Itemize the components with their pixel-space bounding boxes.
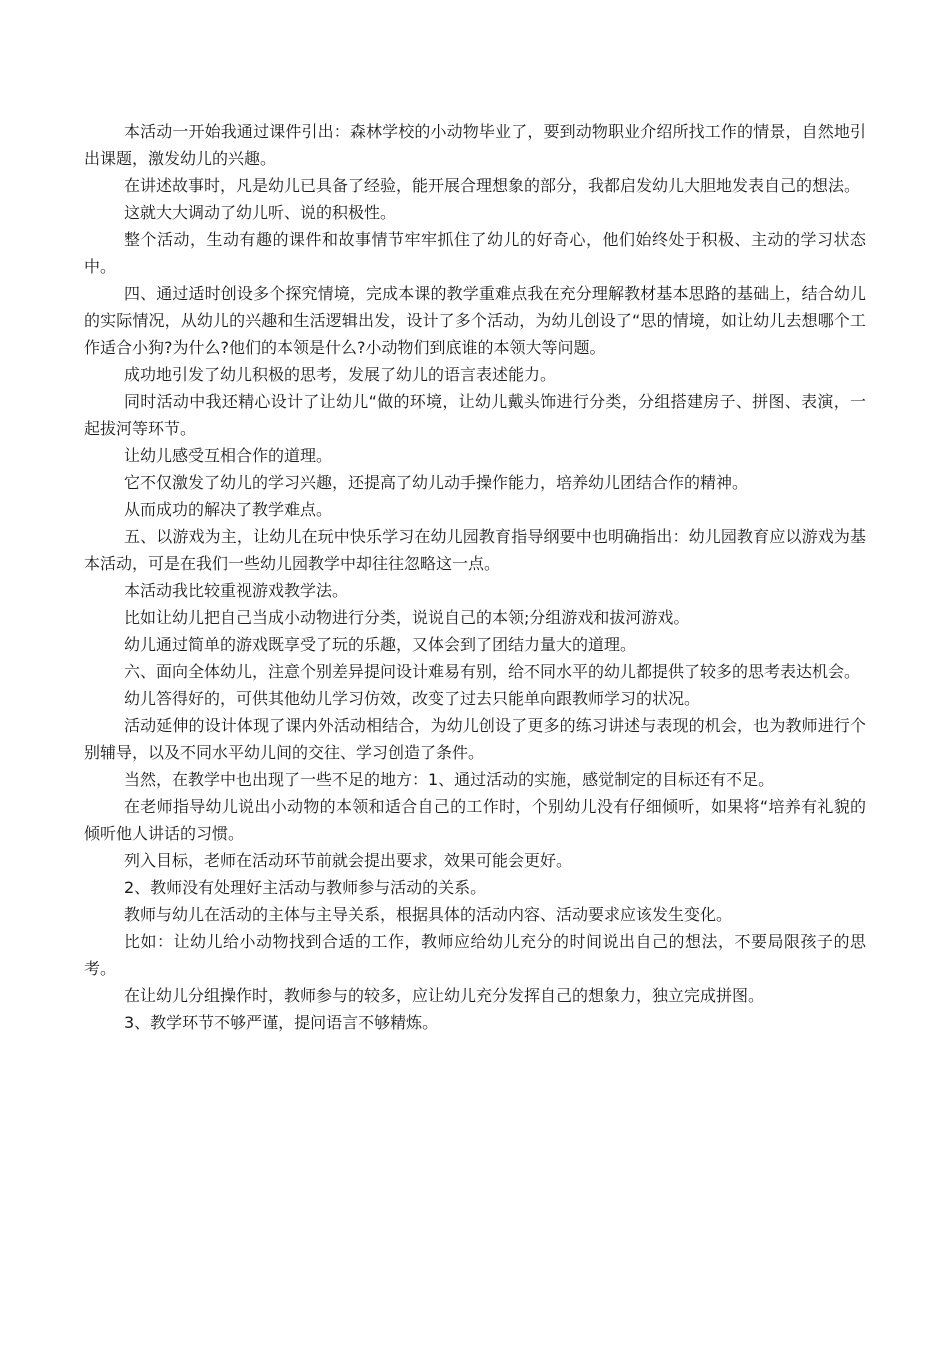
paragraph: 本活动一开始我通过课件引出：森林学校的小动物毕业了，要到动物职业介绍所找工作的情景，自然地引出课题，激发幼儿的兴趣。: [84, 122, 866, 168]
paragraph: 四、通过适时创设多个探究情境，完成本课的教学重难点我在充分理解教材基本思路的基础上，结合幼儿的实际情况，从幼儿的兴趣和生活逻辑出发，设计了多个活动，为幼儿创设了“思的情境，如让幼儿去想哪个工作适合小狗?为什么?他们的本领是什么?小动物们到底谁的本领大等问题。: [84, 284, 866, 357]
paragraph: 比如：让幼儿给小动物找到合适的工作，教师应给幼儿充分的时间说出自己的想法，不要局限孩子的思考。: [84, 932, 866, 978]
paragraph: 它不仅激发了幼儿的学习兴趣，还提高了幼儿动手操作能力，培养幼儿团结合作的精神。: [124, 473, 749, 492]
paragraph: 幼儿答得好的，可供其他幼儿学习仿效，改变了过去只能单向跟教师学习的状况。: [124, 689, 701, 708]
document-body: [84, 118, 866, 1036]
paragraph: 3、教学环节不够严谨，提问语言不够精炼。: [124, 1013, 439, 1032]
paragraph: 六、面向全体幼儿，注意个别差异提问设计难易有别，给不同水平的幼儿都提供了较多的思考表达机会。: [124, 662, 861, 681]
paragraph: 这就大大调动了幼儿听、说的积极性。: [124, 203, 397, 222]
paragraph: 成功地引发了幼儿积极的思考，发展了幼儿的语言表述能力。: [124, 365, 557, 384]
paragraph: 在让幼儿分组操作时，教师参与的较多，应让幼儿充分发挥自己的想象力，独立完成拼图。: [124, 986, 765, 1005]
paragraph: 让幼儿感受互相合作的道理。: [124, 446, 333, 465]
paragraph: 五、以游戏为主，让幼儿在玩中快乐学习在幼儿园教育指导纲要中也明确指出：幼儿园教育应以游戏为基本活动，可是在我们一些幼儿园教学中却往往忽略这一点。: [84, 527, 866, 573]
paragraph: 同时活动中我还精心设计了让幼儿“做的环境，让幼儿戴头饰进行分类，分组搭建房子、拼图、表演，一起拔河等环节。: [84, 392, 866, 438]
paragraph: 在讲述故事时，凡是幼儿已具备了经验，能开展合理想象的部分，我都启发幼儿大胆地发表自己的想法。: [124, 176, 861, 195]
paragraph: 整个活动，生动有趣的课件和故事情节牢牢抓住了幼儿的好奇心，他们始终处于积极、主动的学习状态中。: [84, 230, 866, 276]
paragraph: 比如让幼儿把自己当成小动物进行分类，说说自己的本领;分组游戏和拔河游戏。: [124, 608, 690, 627]
paragraph: 2、教师没有处理好主活动与教师参与活动的关系。: [124, 878, 487, 897]
paragraph: 当然，在教学中也出现了一些不足的地方：1、通过活动的实施，感觉制定的目标还有不足。: [124, 770, 775, 789]
paragraph: 本活动我比较重视游戏教学法。: [124, 581, 349, 600]
paragraph: 教师与幼儿在活动的主体与主导关系，根据具体的活动内容、活动要求应该发生变化。: [124, 905, 733, 924]
paragraph: 从而成功的解决了教学难点。: [124, 500, 333, 519]
paragraph: 列入目标，老师在活动环节前就会提出要求，效果可能会更好。: [124, 851, 573, 870]
paragraph: 幼儿通过简单的游戏既享受了玩的乐趣，又体会到了团结力量大的道理。: [124, 635, 637, 654]
paragraph: 在老师指导幼儿说出小动物的本领和适合自己的工作时，个别幼儿没有仔细倾听，如果将“培养有礼貌的倾听他人讲话的习惯。: [84, 797, 866, 843]
paragraph: 活动延伸的设计体现了课内外活动相结合，为幼儿创设了更多的练习讲述与表现的机会，也为教师进行个别辅导，以及不同水平幼儿间的交往、学习创造了条件。: [84, 716, 866, 762]
